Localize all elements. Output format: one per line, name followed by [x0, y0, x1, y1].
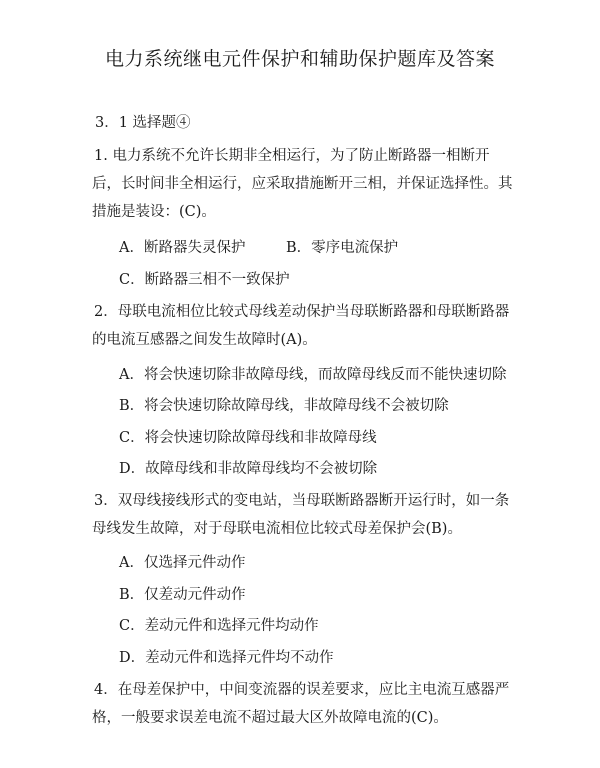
- question-3-option-b: B．仅差动元件动作: [119, 587, 246, 603]
- question-1-option-b: B．零序电流保护: [286, 240, 399, 256]
- question-3-option-a: A．仅选择元件动作: [119, 555, 246, 571]
- question-2-option-b: B．将会快速切除故障母线，非故障母线不会被切除: [119, 398, 449, 414]
- question-2-option-d: D．故障母线和非故障母线均不会被切除: [119, 461, 378, 477]
- question-3-option-d: D．差动元件和选择元件均不动作: [119, 650, 334, 666]
- page-title: 电力系统继电元件保护和辅助保护题库及答案: [104, 48, 495, 70]
- question-2-option-a: A．将会快速切除非故障母线，而故障母线反而不能快速切除: [119, 367, 507, 383]
- question-3-text: 3．双母线接线形式的变电站，当母联断路器断开运行时，如一条母线发生故障，对于母联电流相位比较式母差保护会(B)。: [92, 493, 510, 537]
- question-4-text: 4．在母差保护中，中间变流器的误差要求，应比主电流互感器严格，一般要求误差电流不超过最大区外故障电流的(C)。: [92, 682, 510, 726]
- question-1-option-c: C．断路器三相不一致保护: [119, 272, 290, 288]
- question-2-text: 2．母联电流相位比较式母线差动保护当母联断路器和母联断路器的电流互感器之间发生故障时(A)。: [92, 304, 510, 348]
- question-1-text: 1. 电力系统不允许长期非全相运行，为了防止断路器一相断开后，长时间非全相运行，应采取措施断开三相，并保证选择性。其措施是装设：(C)。: [92, 148, 513, 220]
- section-heading: 3．1 选择题④: [95, 115, 191, 131]
- question-3-option-c: C．差动元件和选择元件均动作: [119, 618, 319, 634]
- question-1-option-a: A．断路器失灵保护: [119, 240, 246, 256]
- question-2-option-c: C．将会快速切除故障母线和非故障母线: [119, 430, 377, 446]
